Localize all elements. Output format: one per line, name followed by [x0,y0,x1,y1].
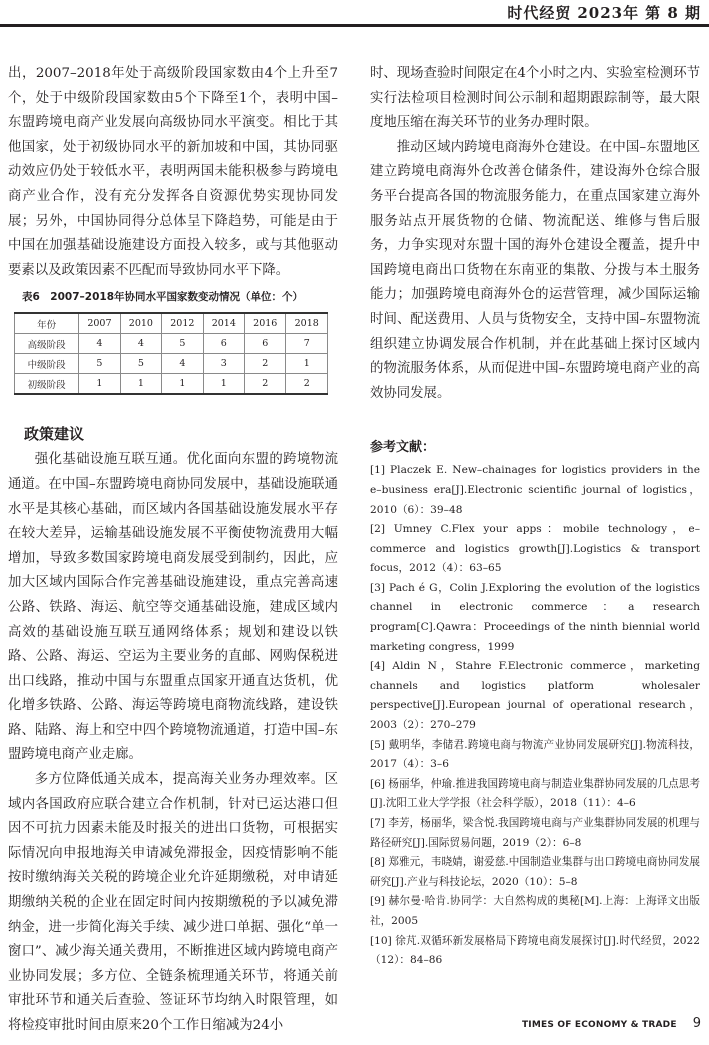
table-cell: 2 [245,354,286,374]
journal-english-name: TIMES OF ECONOMY & TRADE [521,1020,677,1030]
table-header-cell: 2012 [162,313,203,334]
paragraph-customs-continued: 时、现场查验时间限定在4个小时之内、实验室检测环节实行法检项目检测时间公示制和超期跟踪制等，最大限度地压缩在海关环节的业务办理时限。 [370,66,700,131]
section-heading-policy: 政策建议 [24,425,85,444]
table-cell: 6 [245,334,286,354]
left-column [8,62,338,1039]
reference-item: [9] 赫尔曼·哈肯.协同学：大自然构成的奥秘[M].上海：上海译文出版社，2005 [370,895,700,927]
page-footer [522,1012,701,1031]
issue-number: 第 8 期 [645,4,701,22]
table-header-cell: 2007 [79,313,120,334]
paragraph-infrastructure: 强化基础设施互联互通。优化面向东盟的跨境物流通道。在中国–东盟跨境电商协同发展中，基础设施联通水平是其核心基础，而区域内各国基础设施发展水平存在较大差异，运输基础设施发展不平衡使物流费用大幅增加，导致多数国家跨境电商发展受到制约，因此，应加大区域内国际合作完善基础设施建设，重点完善高速公路、铁路、海运、航空等交通基础设施，建成区域内高效的基础设施互联互通网络体系；规划和建设以铁路、公路、海运、空运为主要业务的直邮、网购保税进出口线路，推动中国与东盟重点国家开通直达货机，优化增多铁路、公路、海运等跨境电商物流线路，建设铁路、陆路、海上和空中四个跨境物流通道，打造中国–东盟跨境电商产业走廊。 [8,452,338,763]
table-cell: 5 [162,334,203,354]
table-cell: 1 [120,374,161,395]
table-caption: 表6 2007–2018年协同水平国家数变动情况（单位：个） [22,291,304,304]
table-row-advanced [15,334,328,354]
table-6 [14,312,328,395]
reference-item: [2] Umney C.Flex your apps：mobile technology，e–commerce and logistics growth[J].Logistics & transport focus，2012（4）：63–65 [370,523,700,575]
table-cell: 1 [203,374,244,395]
table-cell: 4 [162,354,203,374]
table-cell: 4 [120,334,161,354]
table-cell: 6 [203,334,244,354]
paragraph-customs: 多方位降低通关成本，提高海关业务办理效率。区域内各国政府应联合建立合作机制，针对已运达港口但因不可抗力因素未能及时报关的进出口货物，可根据实际情况向申报地海关申请减免滞报金，因疫情影响不能按时缴纳海关关税的跨境企业允许延期缴税，对申请延期缴纳关税的企业在固定时间内按期缴税的予以减免滞纳金，进一步简化海关手续、减少进口单据、强化“单一窗口”、减少海关通关费用，不断推进区域内跨境电商产业协同发展；多方位、全链条梳理通关环节，将通关前审批环节和通关后查验、签证环节均纳入时限管理，如将检疫审批时间由原来20个工作日缩减为24小 [8,772,338,1033]
table-cell: 5 [120,354,161,374]
header-rule [0,24,709,27]
journal-title: 时代经贸 [507,4,572,22]
table-header-cell: 2014 [203,313,244,334]
table-row-intermediate [15,354,328,374]
references-heading: 参考文献： [370,440,436,456]
masthead [501,2,701,23]
table-cell: 4 [79,334,120,354]
table-cell: 2 [286,374,328,395]
table-header-cell: 2010 [120,313,161,334]
page-number: 9 [692,1016,701,1031]
table-header-cell: 2018 [286,313,328,334]
reference-item: [8] 郑雅元，韦晓婧，谢爱慈.中国制造业集群与出口跨境电商协同发展研究[J].产业与科技论坛，2020（10）：5–8 [370,856,700,888]
table-cell: 3 [203,354,244,374]
table-header-cell: 2016 [245,313,286,334]
table-cell: 初级阶段 [15,374,79,395]
table-cell: 中级阶段 [15,354,79,374]
reference-item: [3] Pach é G，Colin J.Exploring the evolution of the logistics channel in electronic commerce：a research program[C].Qawra：Proceedings of the ninth biennial world marketing congress，1999 [370,581,700,653]
reference-list [370,461,700,970]
reference-item: [7] 李芳，杨丽华，梁含悦.我国跨境电商与产业集群协同发展的机理与路径研究[J].国际贸易问题，2019（2）：6–8 [370,817,700,849]
reference-item: [5] 戴明华，李储君.跨境电商与物流产业协同发展研究[J].物流科技，2017（4）：3–6 [370,738,700,771]
reference-item: [4] Aldin N，Stahre F.Electronic commerce，marketing channels and logistics platform wholesaler perspective[J].European journal of operational research，2003（2）：270–279 [370,660,700,732]
table-cell: 2 [245,374,286,395]
table-cell: 高级阶段 [15,334,79,354]
table-cell: 1 [79,374,120,395]
table-cell: 7 [286,334,328,354]
reference-item: [1] Placzek E. New–chainages for logistics providers in the e–business era[J].Electronic scientific journal of logistics，2010（6）：39–48 [370,464,700,516]
table-header-row [15,313,328,334]
right-column [370,62,700,971]
table-cell: 1 [162,374,203,395]
paragraph-overseas-warehouse: 推动区域内跨境电商海外仓建设。在中国–东盟地区建立跨境电商海外仓改善仓储条件，建设海外仓综合服务平台提高各国的物流服务能力，在重点国家建立海外服务站点开展货物的仓储、物流配送、维修与售后服务，力争实现对东盟十国的海外仓建设全覆盖，提升中国跨境电商出口货物在东南亚的集散、分拨与本土服务能力；加强跨境电商海外仓的运营管理，减少国际运输时间、配送费用、人员与货物安全，支持中国–东盟物流组织建立协调发展合作机制，并在此基础上探讨区域内的物流服务体系，从而促进中国–东盟跨境电商产业的高效协同发展。 [370,139,700,401]
reference-item: [10] 徐芃.双循环新发展格局下跨境电商发展探讨[J].时代经贸，2022（12）：84–86 [370,934,700,967]
reference-item: [6] 杨丽华，仲瑜.推进我国跨境电商与制造业集群协同发展的几点思考[J].沈阳工业大学学报（社会科学版），2018（11）：4–6 [370,777,700,810]
table-cell: 5 [79,354,120,374]
table-cell: 1 [286,354,328,374]
table-row-primary [15,374,328,395]
page-header [0,0,709,26]
paragraph-analysis-continued: 出，2007–2018年处于高级阶段国家数由4个上升至7个，处于中级阶段国家数由5个下降至1个，表明中国–东盟跨境电商产业发展向高级协同水平演变。相比于其他国家，处于初级协同水平的新加坡和中国，其协同驱动效应仍处于较低水平，表明两国未能积极参与跨境电商产业合作，没有充分发挥各自资源优势实现协同发展；另外，中国协同得分总体呈下降趋势，可能是由于中国在加强基础设施建设方面投入较多，或与其他驱动要素以及政策因素不匹配而导致协同水平下降。 [8,66,338,278]
table-header-cell: 年份 [15,313,79,334]
issue-year: 2023年 [577,4,640,22]
